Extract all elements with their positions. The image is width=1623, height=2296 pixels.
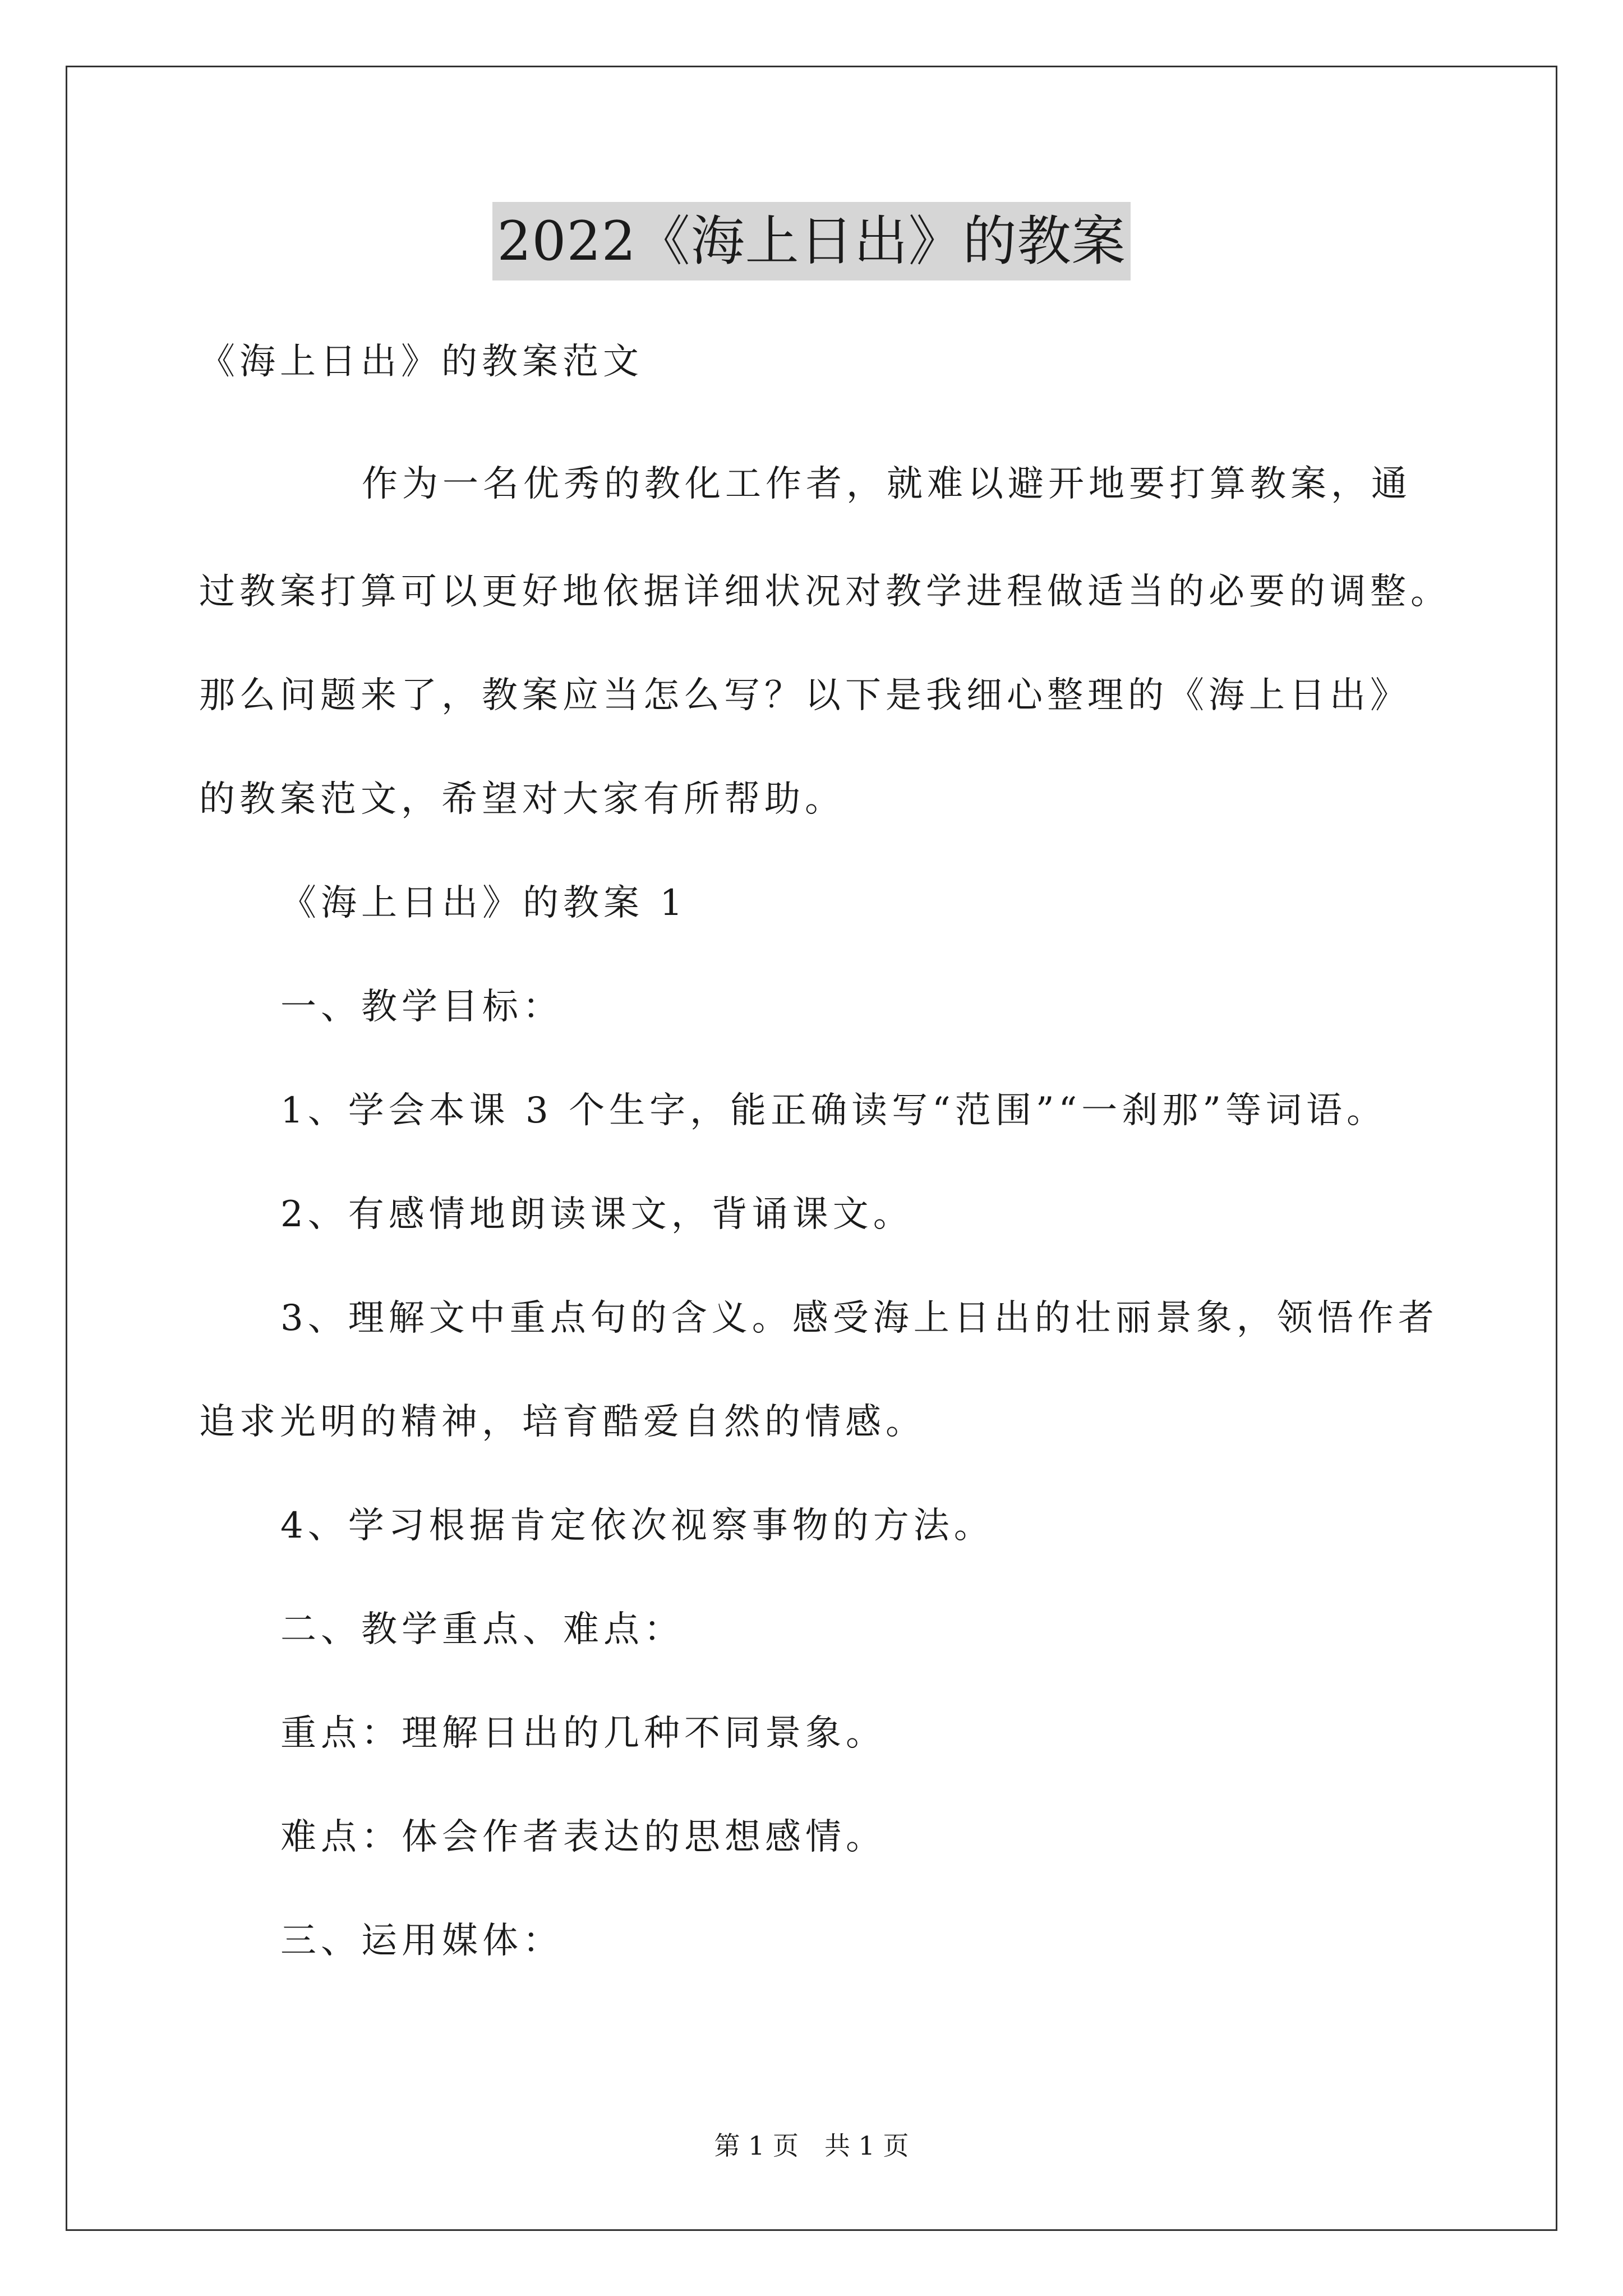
section-heading: 三、运用媒体： [280,1920,563,1962]
section-heading: 《海上日出》的教案 1 [280,882,688,924]
page-footer: 第 1 页 共 1 页 [714,2131,909,2161]
document-title: 2022《海上日出》的教案 [492,202,1130,280]
list-item: 4、学习根据肯定依次视察事物的方法。 [280,1505,994,1547]
paragraph-line: 那么问题来了，教案应当怎么写？以下是我细心整理的《海上日出》 [199,675,1410,716]
page-border [66,66,1557,2231]
intro-heading: 《海上日出》的教案范文 [199,341,643,383]
paragraph-line: 过教案打算可以更好地依据详细状况对教学进程做适当的必要的调整。 [199,571,1451,613]
title-container [0,202,1623,280]
paragraph-line: 的教案范文，希望对大家有所帮助。 [199,779,845,820]
paragraph-line: 作为一名优秀的教化工作者，就难以避开地要打算教案，通 [362,463,1412,505]
list-item: 2、有感情地朗读课文，背诵课文。 [280,1194,914,1235]
list-item: 1、学会本课 3 个生字，能正确读写“范围”“一刹那”等词语。 [280,1090,1387,1131]
paragraph-line: 重点：理解日出的几种不同景象。 [280,1713,886,1754]
list-item-continuation: 追求光明的精神，培育酷爱自然的情感。 [199,1401,926,1443]
list-item: 3、理解文中重点句的含义。感受海上日出的壮丽景象，领悟作者 [280,1297,1438,1339]
paragraph-line: 难点：体会作者表达的思想感情。 [280,1816,886,1858]
section-heading: 二、教学重点、难点： [280,1609,684,1650]
section-heading: 一、教学目标： [280,986,563,1028]
